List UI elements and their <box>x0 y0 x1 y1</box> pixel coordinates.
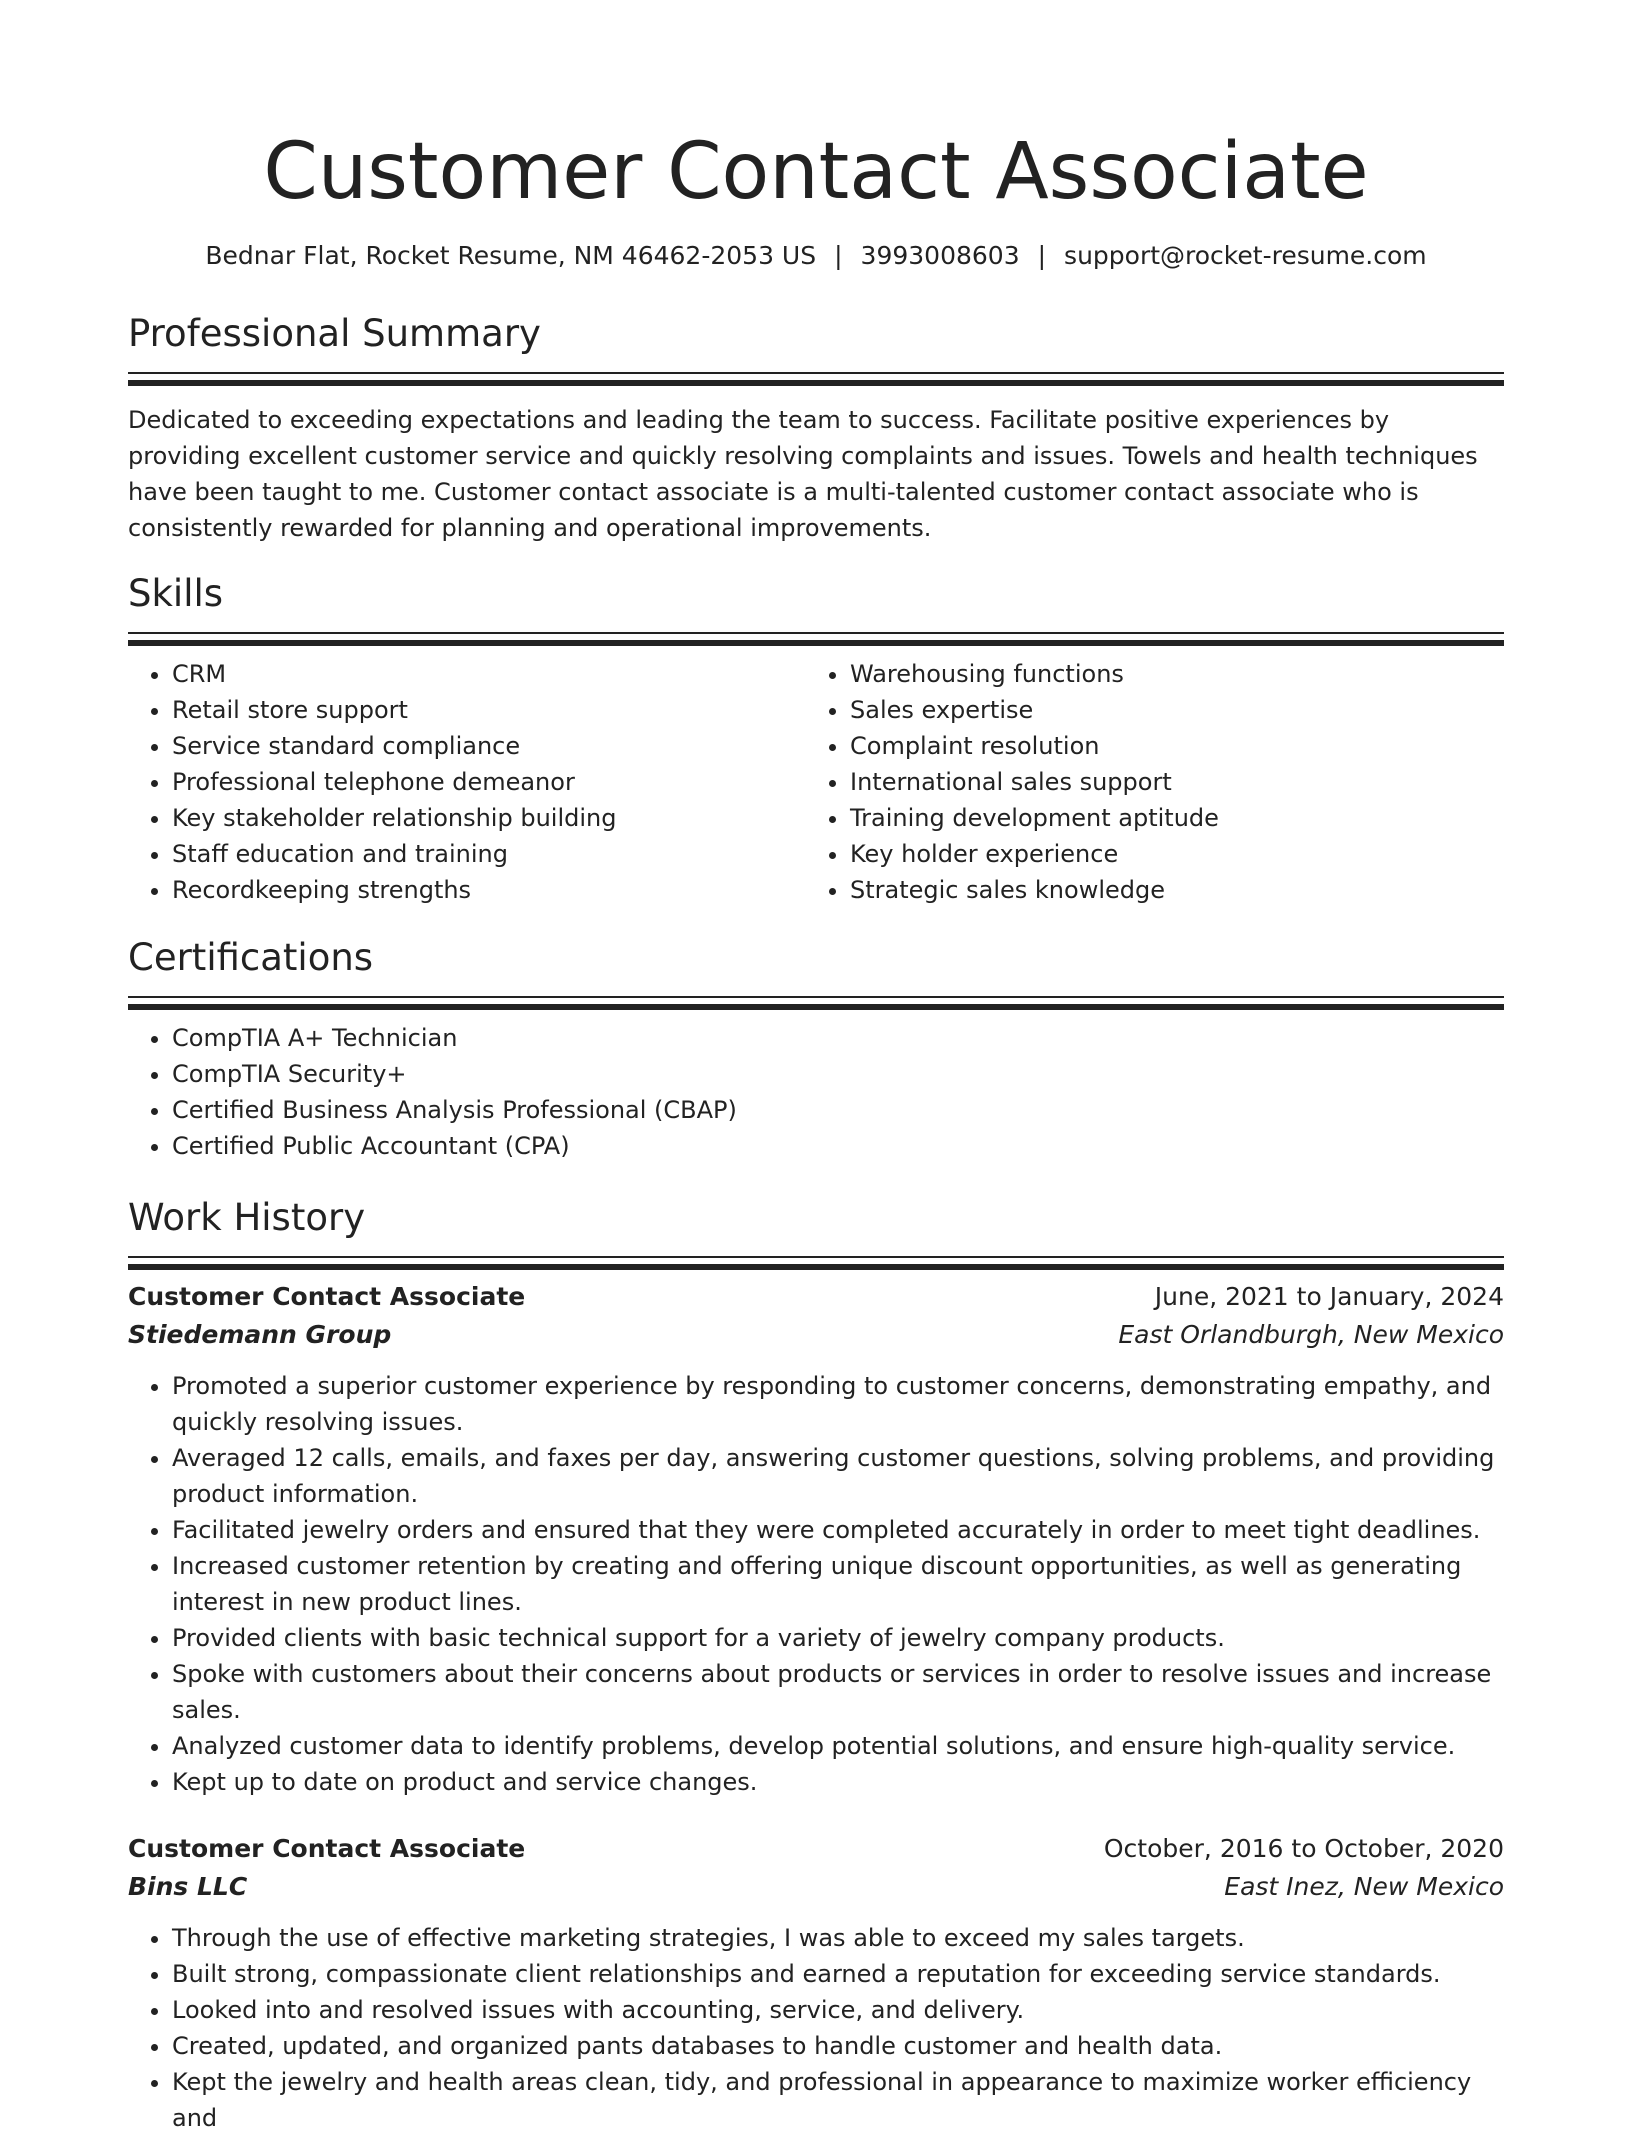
skill-item: • International sales support <box>850 764 1484 800</box>
contact-address: Bednar Flat, Rocket Resume, NM 46462-2053 US <box>205 241 817 270</box>
skill-item: • Sales expertise <box>850 692 1484 728</box>
job-header-row <box>128 1278 1504 1316</box>
job-title: Customer Contact Associate <box>128 1282 526 1311</box>
job-header-row <box>128 1830 1504 1868</box>
job-bullet: • Kept the jewelry and health areas clean, tidy, and professional in appearance to maximize worker efficiency and <box>172 2064 1504 2136</box>
skill-item: • CRM <box>172 656 806 692</box>
job-bullet: • Facilitated jewelry orders and ensured that they were completed accurately in order to meet tight deadlines. <box>172 1512 1504 1548</box>
section-divider <box>128 996 1504 998</box>
contact-phone: 3993008603 <box>860 241 1020 270</box>
skill-item: • Service standard compliance <box>172 728 806 764</box>
job-dates: June, 2021 to January, 2024 <box>1154 1282 1504 1311</box>
job-dates: October, 2016 to October, 2020 <box>1103 1834 1504 1863</box>
certification-item: • Certified Public Accountant (CPA) <box>172 1128 1504 1164</box>
job-bullet: • Kept up to date on product and service changes. <box>172 1764 1504 1800</box>
skills-list-right <box>806 656 1484 908</box>
job-subheader-row <box>128 1868 1504 1906</box>
job-entry <box>128 1830 1504 2136</box>
contact-separator: | <box>1037 241 1047 270</box>
skill-item: • Complaint resolution <box>850 728 1484 764</box>
skill-item: • Key stakeholder relationship building <box>172 800 806 836</box>
job-title: Customer Contact Associate <box>128 1834 526 1863</box>
job-entry <box>128 1278 1504 1800</box>
section-divider <box>128 372 1504 374</box>
resume-page <box>128 0 1504 2136</box>
certification-item: • CompTIA A+ Technician <box>172 1020 1504 1056</box>
section-divider <box>128 1256 1504 1258</box>
job-company: Bins LLC <box>128 1872 248 1901</box>
job-bullet: • Looked into and resolved issues with accounting, service, and delivery. <box>172 1992 1504 2028</box>
job-bullet: • Increased customer retention by creating and offering unique discount opportunities, as well as generating interest in new product lines. <box>172 1548 1504 1620</box>
contact-email: support@rocket-resume.com <box>1064 241 1427 270</box>
resume-name: Customer Contact Associate <box>263 127 1369 217</box>
job-bullet: • Analyzed customer data to identify problems, develop potential solutions, and ensure high-quality service. <box>172 1728 1504 1764</box>
work-history-section <box>128 1194 1504 2136</box>
section-title-summary: Professional Summary <box>128 312 541 355</box>
job-bullet: • Averaged 12 calls, emails, and faxes per day, answering customer questions, solving problems, and providing product information. <box>172 1440 1504 1512</box>
skill-item: • Training development aptitude <box>850 800 1484 836</box>
skill-item: • Strategic sales knowledge <box>850 872 1484 908</box>
job-bullet: • Provided clients with basic technical support for a variety of jewelry company products. <box>172 1620 1504 1656</box>
certifications-section <box>128 934 1504 1164</box>
skill-item: • Recordkeeping strengths <box>172 872 806 908</box>
section-title-work-history: Work History <box>128 1196 366 1239</box>
skills-grid <box>128 656 1504 908</box>
section-title-certifications: Certifications <box>128 936 374 979</box>
section-title-skills: Skills <box>128 572 224 615</box>
skills-list-left <box>128 656 806 908</box>
skill-item: • Key holder experience <box>850 836 1484 872</box>
skills-section <box>128 570 1504 908</box>
skill-item: • Professional telephone demeanor <box>172 764 806 800</box>
summary-text: Dedicated to exceeding expectations and leading the team to success. Facilitate positive experiences by providing excellent customer service and quickly resolving complaints and issues. Towels and health techniques have been taught to me. Customer contact associate is a multi-talented customer contact associate who is consistently rewarded for planning and operational improvements. <box>128 406 1478 542</box>
contact-separator: | <box>834 241 843 270</box>
job-bullet: • Spoke with customers about their concerns about products or services in order to resolve issues and increase sales. <box>172 1656 1504 1728</box>
section-divider <box>128 632 1504 634</box>
job-bullet: • Created, updated, and organized pants databases to handle customer and health data. <box>172 2028 1504 2064</box>
job-bullet-list <box>128 1920 1504 2136</box>
job-location: East Inez, New Mexico <box>1224 1872 1504 1901</box>
professional-summary-section <box>128 310 1504 546</box>
contact-line <box>128 238 1504 274</box>
job-subheader-row <box>128 1316 1504 1354</box>
skill-item: • Staff education and training <box>172 836 806 872</box>
job-location: East Orlandburgh, New Mexico <box>1118 1320 1504 1349</box>
skill-item: • Retail store support <box>172 692 806 728</box>
job-company: Stiedemann Group <box>128 1320 392 1349</box>
certifications-list <box>128 1020 1504 1164</box>
skill-item: • Warehousing functions <box>850 656 1484 692</box>
job-bullet: • Built strong, compassionate client relationships and earned a reputation for exceeding service standards. <box>172 1956 1504 1992</box>
job-bullet: • Promoted a superior customer experience by responding to customer concerns, demonstrating empathy, and quickly resolving issues. <box>172 1368 1504 1440</box>
certification-item: • Certified Business Analysis Professional (CBAP) <box>172 1092 1504 1128</box>
job-bullet-list <box>128 1368 1504 1800</box>
job-bullet: • Through the use of effective marketing strategies, I was able to exceed my sales targets. <box>172 1920 1504 1956</box>
certification-item: • CompTIA Security+ <box>172 1056 1504 1092</box>
